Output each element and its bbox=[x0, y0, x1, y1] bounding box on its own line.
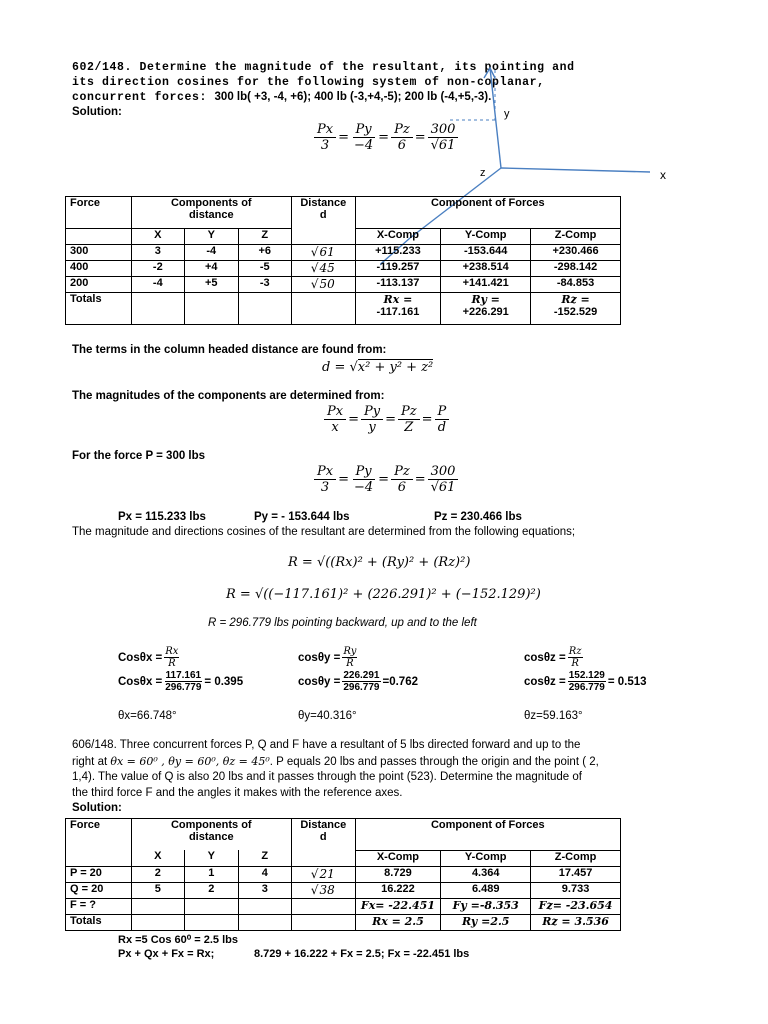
x-axis-label: x bbox=[660, 168, 666, 182]
y-axis-arrow bbox=[484, 68, 495, 78]
t1-h-zcomp: Z-Comp bbox=[531, 229, 621, 245]
ratio-equation: $\frac{Px}{3}$ = $\frac{Py}{-4}$ = $\frac{Pz}{6}$ = $\frac{300}{√61}$ bbox=[312, 122, 460, 153]
problem1-heading-line1: 602/148. Determine the magnitude of the resultant, its pointing and bbox=[72, 61, 575, 74]
problem1-heading-line2: its direction cosines for the following system of non-coplanar, bbox=[72, 76, 545, 89]
ratio-dneg4: −4 bbox=[354, 138, 374, 153]
t1-h-components: Components of distance bbox=[131, 197, 291, 229]
t1-h-component-forces: Component of Forces bbox=[355, 197, 620, 229]
problem2-line4: the third force F and the angles it makes with the reference axes. bbox=[72, 787, 403, 799]
py-result: Py = - 153.644 lbs bbox=[254, 511, 350, 523]
forces-table-1 bbox=[65, 196, 621, 325]
theta-y: θy=40.316° bbox=[298, 710, 357, 722]
t1-h-y: Y bbox=[185, 229, 238, 245]
problem1-forces-list: 300 lb( +3, -4, +6); 400 lb (-3,+4,-5); 200 lb (-4,+5,-3). bbox=[214, 91, 492, 103]
ratio-equation-2: $\frac{Px}{3}$ = $\frac{Py}{-4}$ = $\frac{Pz}{6}$ = $\frac{300}{√61}$ bbox=[312, 464, 460, 495]
distance-text: The terms in the column headed distance are found from: bbox=[72, 344, 387, 356]
t1-h-ycomp: Y-Comp bbox=[441, 229, 531, 245]
table-row: 400 -2 +4 -5 √45 -119.257 +238.514 -298.142 bbox=[66, 261, 621, 277]
ratio-d6: 6 bbox=[397, 138, 407, 153]
sum-line-a: Px + Qx + Fx = Rx; bbox=[118, 948, 215, 960]
r-equation-2: R = √((−117.161)² + (226.291)² + (−152.129)²) bbox=[226, 587, 541, 602]
magnitude-equation: $\frac{Px}{x}$ = $\frac{Py}{y}$ = $\frac{Pz}{Z}$ = $\frac{P}{d}$ bbox=[322, 404, 451, 435]
resultant-text: The magnitude and directions cosines of the resultant are determined from the following equations; bbox=[72, 526, 576, 538]
z-axis-label: z bbox=[480, 167, 486, 179]
ratio-py: Py bbox=[353, 122, 375, 138]
ratio-d3: 3 bbox=[320, 138, 330, 153]
table-row: P = 20 2 1 4 √21 8.729 4.364 17.457 bbox=[66, 866, 621, 882]
t1-h-x: X bbox=[131, 229, 184, 245]
rx-line: Rx =5 Cos 60⁰ = 2.5 lbs bbox=[118, 934, 238, 946]
problem2-line3: 1,4). The value of Q is also 20 lbs and it passes through the point (523). Determine the magnitude of bbox=[72, 771, 582, 783]
t1-h-z: Z bbox=[238, 229, 291, 245]
px-result: Px = 115.233 lbs bbox=[118, 511, 206, 523]
r-result: R = 296.779 lbs pointing backward, up and to the left bbox=[208, 617, 477, 629]
cos-x-def: Cosθx = $\frac{Rx}{R}$ bbox=[118, 646, 179, 669]
sum-line-b: 8.729 + 16.222 + Fx = 2.5; Fx = -22.451 lbs bbox=[254, 948, 470, 960]
theta-z: θz=59.163° bbox=[524, 710, 583, 722]
distance-equation: d = √x² + y² + z² bbox=[322, 360, 434, 375]
table-row: Q = 20 5 2 3 √38 16.222 6.489 9.733 bbox=[66, 882, 621, 898]
cos-y-calc: cosθy = $\frac{226.291}{296.779}$ =0.762 bbox=[298, 670, 418, 693]
cos-z-calc: cosθz = $\frac{152.129}{296.779}$ = 0.513 bbox=[524, 670, 647, 693]
problem1-solution-label: Solution: bbox=[72, 106, 122, 118]
forces-table-2: Force Components of distance Distance d Component of Forces X Y Z X-Comp Y-Comp Z-Comp P = 20 2 1 4 √21 8.729 4.364 17.457 Q = 20 5 2 3 √38 16.222 6.489 9.733 F = ? Fx= -22.451 Fy =-8.353 Fz= -23.654 Totals Rx = 2.5 Ry =2.5 Rz = 3.536 bbox=[65, 818, 621, 931]
problem1-heading-line3-a: concurrent forces: bbox=[72, 91, 215, 104]
ratio-pz: Pz bbox=[391, 122, 413, 138]
pz-result: Pz = 230.466 lbs bbox=[434, 511, 522, 523]
problem2-line2: right at θx = 60⁰ , θy = 60⁰, θz = 45⁰. P equals 20 lbs and passes through the origin and the point ( 2, bbox=[72, 755, 599, 768]
cos-z-def: cosθz = $\frac{Rz}{R}$ bbox=[524, 646, 582, 669]
t1-h-distance: Distance d bbox=[291, 197, 355, 229]
cos-x-calc: Cosθx = $\frac{117.161}{296.779}$ = 0.395 bbox=[118, 670, 244, 693]
ratio-px: Px bbox=[314, 122, 336, 138]
magnitudes-text: The magnitudes of the components are determined from: bbox=[72, 390, 385, 402]
problem2-line1: 606/148. Three concurrent forces P, Q and F have a resultant of 5 lbs directed forward and up to the bbox=[72, 739, 581, 751]
ratio-sqrt61: 61 bbox=[438, 138, 456, 153]
table-row: 300 3 -4 +6 √61 +115.233 -153.644 +230.466 bbox=[66, 245, 621, 261]
cos-y-def: cosθy = $\frac{Ry}{R}$ bbox=[298, 646, 357, 669]
totals-row: Totals Rx = 2.5 Ry =2.5 Rz = 3.536 bbox=[66, 914, 621, 930]
table-row: F = ? Fx= -22.451 Fy =-8.353 Fz= -23.654 bbox=[66, 898, 621, 914]
force-p-text: For the force P = 300 lbs bbox=[72, 450, 206, 462]
ratio-300: 300 bbox=[428, 122, 459, 138]
y-axis-label: y bbox=[504, 108, 510, 120]
totals-row: Totals Rx = -117.161 Ry = +226.291 Rz = -152.529 bbox=[66, 293, 621, 325]
t1-h-xcomp: X-Comp bbox=[355, 229, 441, 245]
x-axis-line bbox=[501, 168, 650, 172]
problem2-solution-label: Solution: bbox=[72, 802, 122, 814]
t1-h-force: Force bbox=[66, 197, 132, 229]
r-equation-1: R = √((Rx)² + (Ry)² + (Rz)²) bbox=[288, 555, 471, 570]
theta-x: θx=66.748° bbox=[118, 710, 177, 722]
table-row: 200 -4 +5 -3 √50 -113.137 +141.421 -84.853 bbox=[66, 277, 621, 293]
